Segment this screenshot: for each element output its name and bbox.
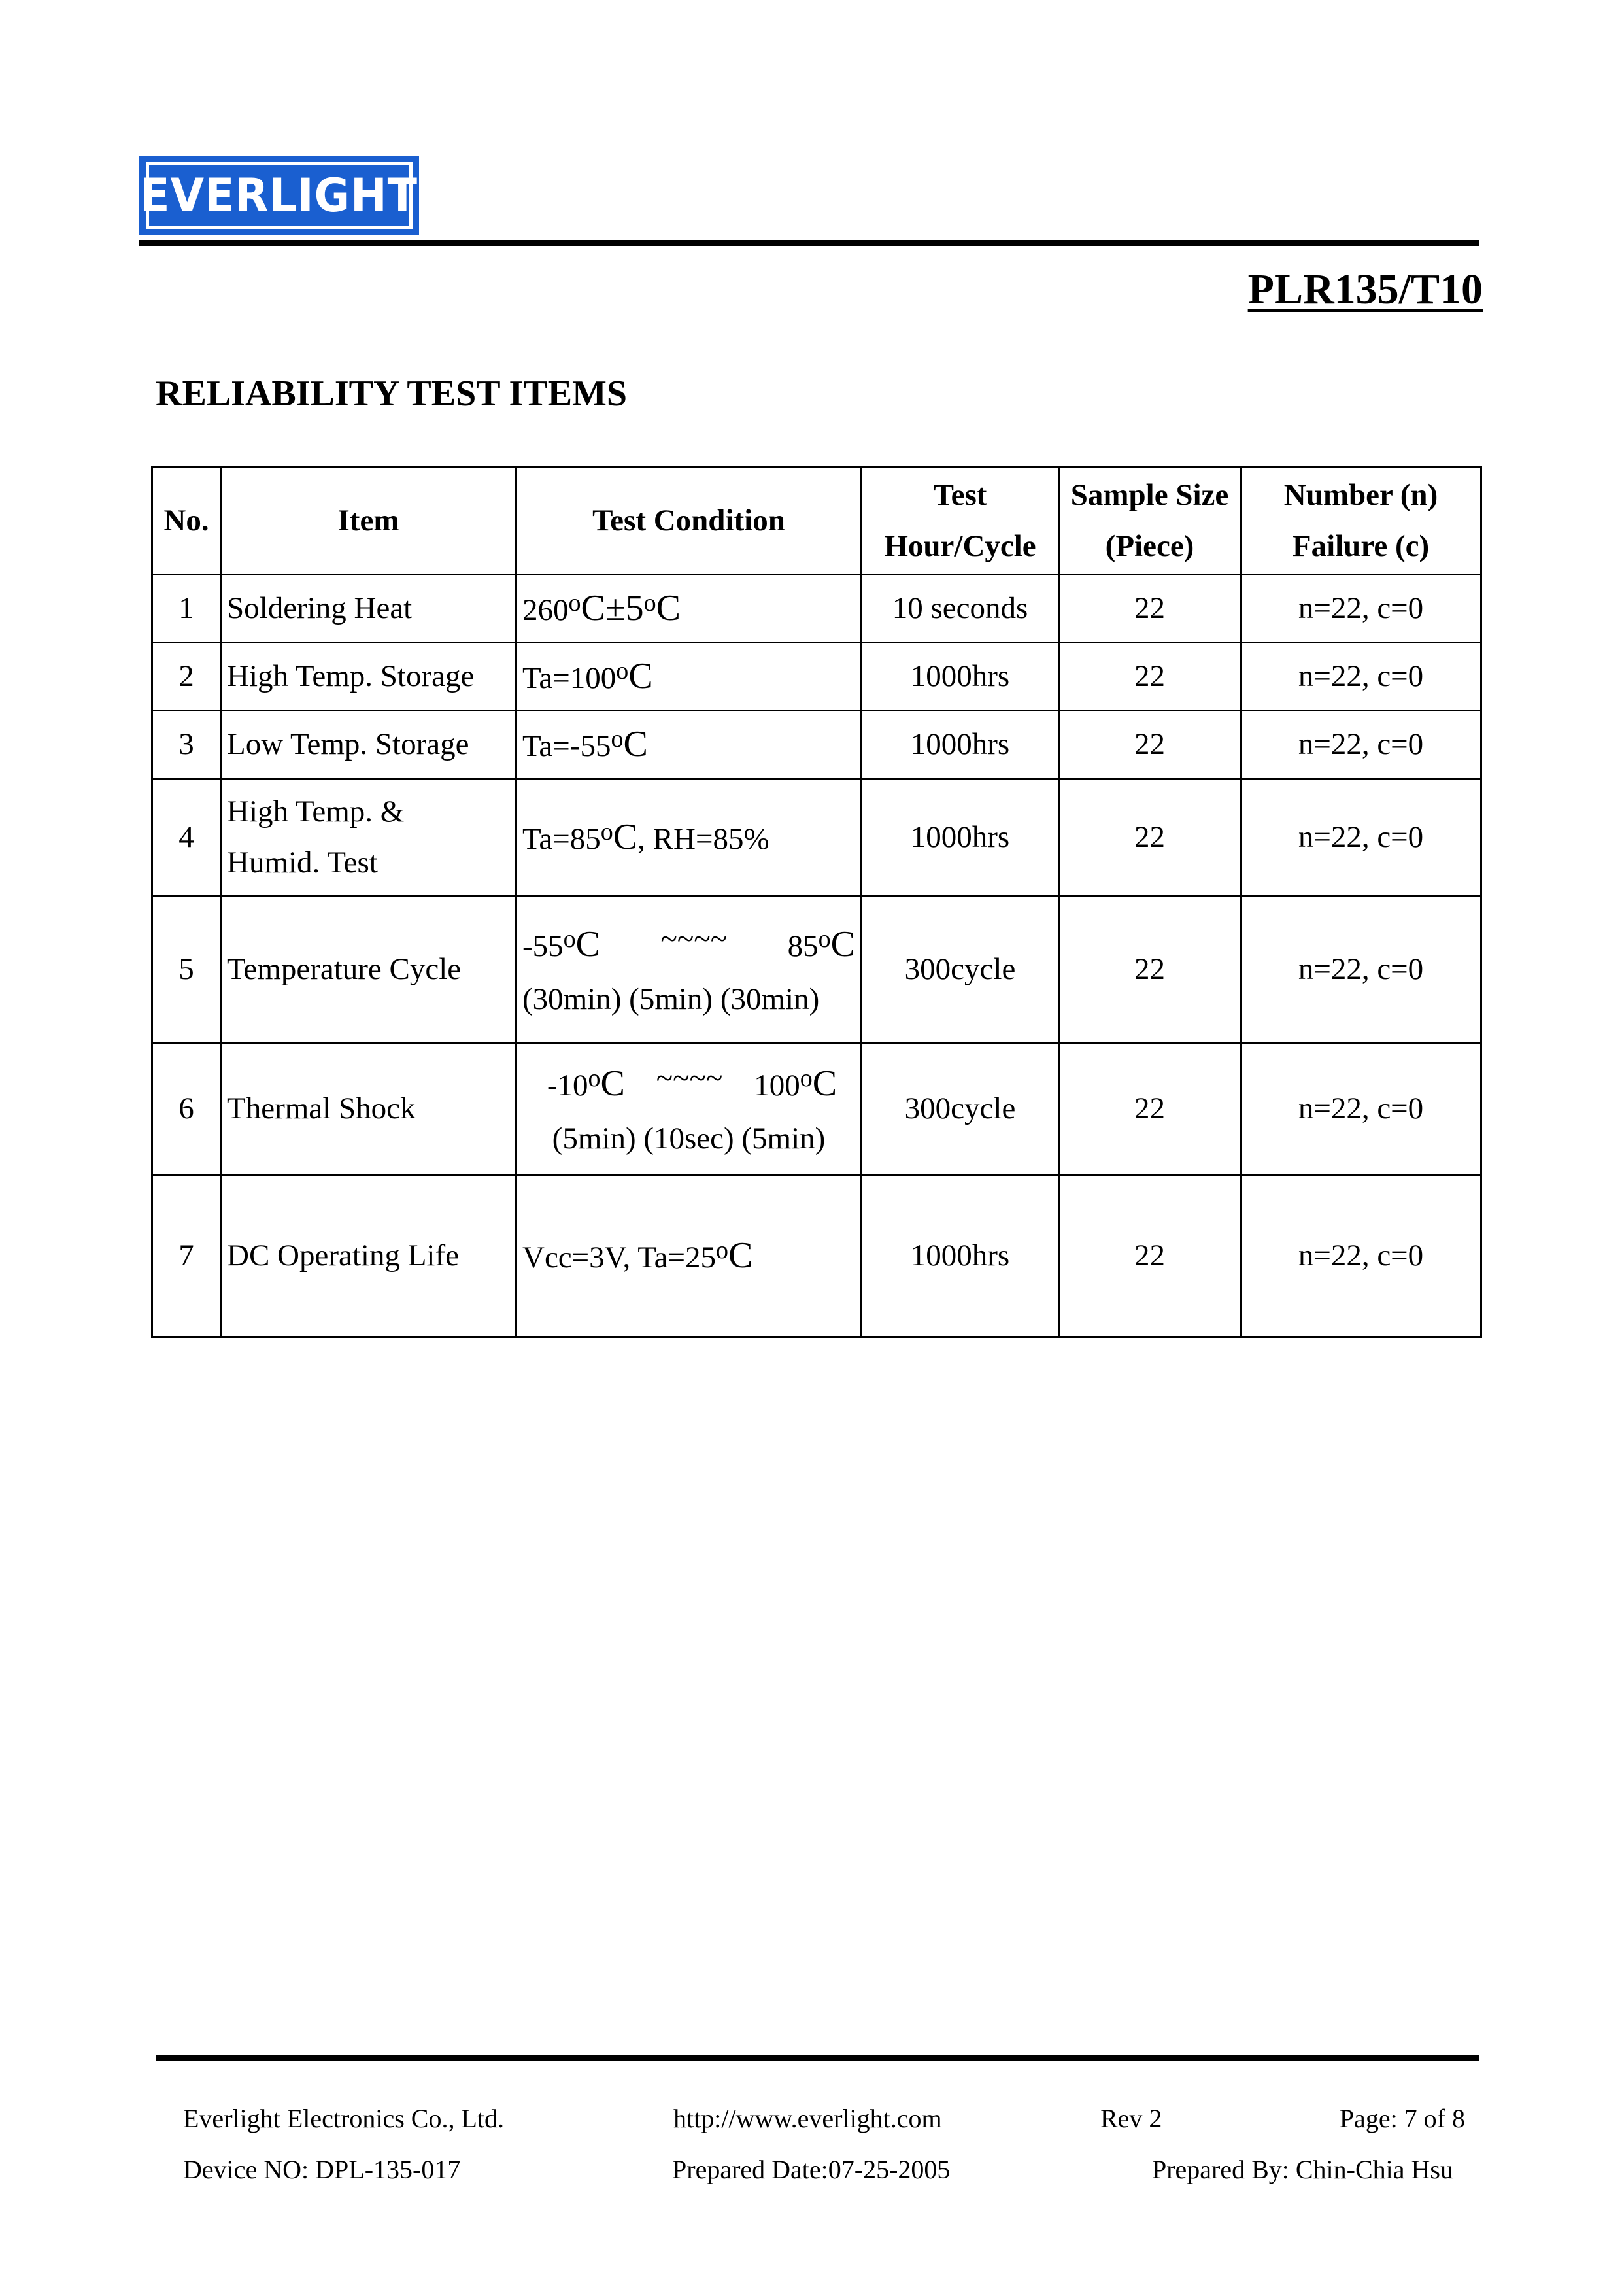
cond-high xyxy=(788,914,855,974)
cell-failure: n=22, c=0 xyxy=(1241,575,1481,643)
celsius-mark: C xyxy=(623,724,648,765)
header-sample-line1: Sample Size xyxy=(1070,477,1229,512)
degree-mark: o xyxy=(716,1237,728,1265)
cell-item: Low Temp. Storage xyxy=(221,711,516,779)
cell-item-line1: High Temp. & xyxy=(227,794,405,829)
cell-no: 2 xyxy=(152,643,221,711)
cell-failure: n=22, c=0 xyxy=(1241,1043,1481,1175)
cond-value: Ta=85 xyxy=(522,822,601,857)
cond-range-line xyxy=(522,914,855,974)
degree-mark: o xyxy=(616,657,629,685)
header-failure-line1: Number (n) xyxy=(1283,477,1438,512)
logo-frame xyxy=(140,162,418,229)
header-hour-line2: Hour/Cycle xyxy=(884,528,1036,563)
footer-prepared-by: Prepared By: Chin-Chia Hsu xyxy=(1151,2155,1453,2184)
footer-device-number: Device NO: DPL-135-017 xyxy=(183,2155,461,2184)
cond-low xyxy=(547,1054,625,1114)
degree-mark: o xyxy=(563,925,576,953)
cond-value: Vcc=3V, Ta=25 xyxy=(522,1241,716,1275)
header-divider xyxy=(139,240,1479,246)
footer-page-number: Page: 7 of 8 xyxy=(1339,2104,1465,2133)
header-condition: Test Condition xyxy=(516,468,862,575)
cell-no: 6 xyxy=(152,1043,221,1175)
celsius-mark: C xyxy=(575,923,601,965)
footer-prepared-date: Prepared Date:07-25-2005 xyxy=(672,2155,951,2184)
header-sample xyxy=(1059,468,1241,575)
reliability-test-table xyxy=(151,466,1482,1338)
table-row xyxy=(152,711,1481,779)
celsius-mark: C xyxy=(656,588,681,629)
degree-mark: o xyxy=(800,1064,813,1092)
cond-low xyxy=(522,914,600,974)
cell-item xyxy=(221,779,516,897)
degree-mark: o xyxy=(643,589,656,617)
table-row xyxy=(152,779,1481,897)
cond-value: -10 xyxy=(547,1068,588,1103)
table-header-row xyxy=(152,468,1481,575)
footer-divider xyxy=(156,2055,1479,2061)
cell-sample: 22 xyxy=(1059,1043,1241,1175)
cell-condition xyxy=(516,575,862,643)
cell-no: 4 xyxy=(152,779,221,897)
degree-mark: o xyxy=(818,925,831,953)
cell-item: DC Operating Life xyxy=(221,1175,516,1337)
cell-sample: 22 xyxy=(1059,897,1241,1043)
cell-no: 3 xyxy=(152,711,221,779)
cell-hour: 300cycle xyxy=(862,1043,1059,1175)
cell-condition xyxy=(516,1043,862,1175)
cell-item: Soldering Heat xyxy=(221,575,516,643)
cell-item: High Temp. Storage xyxy=(221,643,516,711)
degree-mark: o xyxy=(611,725,624,753)
cond-humidity: , RH=85% xyxy=(637,822,769,857)
footer-revision: Rev 2 xyxy=(1100,2104,1162,2133)
celsius-mark: C xyxy=(830,923,855,965)
cell-condition xyxy=(516,897,862,1043)
footer-company: Everlight Electronics Co., Ltd. xyxy=(183,2104,504,2133)
cell-hour: 1000hrs xyxy=(862,643,1059,711)
celsius-mark: C xyxy=(812,1063,837,1104)
cell-hour: 1000hrs xyxy=(862,1175,1059,1337)
table-row xyxy=(152,1043,1481,1175)
table-row xyxy=(152,1175,1481,1337)
degree-mark: o xyxy=(600,818,613,846)
cond-value: 260 xyxy=(522,593,569,628)
cell-item: Thermal Shock xyxy=(221,1043,516,1175)
cond-high xyxy=(754,1054,837,1114)
cell-sample: 22 xyxy=(1059,1175,1241,1337)
header-hour-line1: Test xyxy=(933,477,987,512)
cell-no: 7 xyxy=(152,1175,221,1337)
footer-url[interactable]: http://www.everlight.com xyxy=(673,2104,942,2133)
cell-sample: 22 xyxy=(1059,779,1241,897)
cell-condition xyxy=(516,1175,862,1337)
celsius-mark: C xyxy=(728,1235,753,1277)
cond-tilde: ~~~~ xyxy=(660,921,728,956)
cond-value: 100 xyxy=(754,1068,800,1103)
header-no: No. xyxy=(152,468,221,575)
cell-hour: 1000hrs xyxy=(862,711,1059,779)
cond-durations: (5min) (10sec) (5min) xyxy=(552,1121,826,1156)
cell-item: Temperature Cycle xyxy=(221,897,516,1043)
cond-value: 85 xyxy=(787,929,819,963)
celsius-mark: C xyxy=(581,588,605,629)
cell-failure: n=22, c=0 xyxy=(1241,711,1481,779)
celsius-mark: C xyxy=(613,817,638,858)
logo-text: EVERLIGHT xyxy=(140,169,418,222)
header-failure xyxy=(1241,468,1481,575)
cell-failure: n=22, c=0 xyxy=(1241,897,1481,1043)
cell-condition xyxy=(516,643,862,711)
cond-value: -55 xyxy=(522,929,564,963)
table-row xyxy=(152,897,1481,1043)
cell-sample: 22 xyxy=(1059,575,1241,643)
cell-failure: n=22, c=0 xyxy=(1241,1175,1481,1337)
cell-condition xyxy=(516,711,862,779)
cell-sample: 22 xyxy=(1059,643,1241,711)
section-title: RELIABILITY TEST ITEMS xyxy=(156,373,628,414)
cond-range-line xyxy=(522,1054,855,1114)
part-number: PLR135/T10 xyxy=(1247,266,1483,313)
cond-value: Ta=100 xyxy=(522,661,617,696)
header-item: Item xyxy=(221,468,516,575)
cell-failure: n=22, c=0 xyxy=(1241,643,1481,711)
cell-hour: 300cycle xyxy=(862,897,1059,1043)
table-row xyxy=(152,643,1481,711)
cond-value: Ta=-55 xyxy=(522,729,611,764)
cell-hour: 1000hrs xyxy=(862,779,1059,897)
cell-failure: n=22, c=0 xyxy=(1241,779,1481,897)
celsius-mark: C xyxy=(600,1063,625,1104)
cell-condition xyxy=(516,779,862,897)
cond-tilde: ~~~~ xyxy=(656,1061,723,1095)
cell-no: 1 xyxy=(152,575,221,643)
cell-item-line2: Humid. Test xyxy=(227,845,378,880)
everlight-logo xyxy=(139,156,419,235)
cond-durations: (30min) (5min) (30min) xyxy=(522,982,820,1016)
header-failure-line2: Failure (c) xyxy=(1292,528,1430,563)
cell-hour: 10 seconds xyxy=(862,575,1059,643)
table-row xyxy=(152,575,1481,643)
degree-mark: o xyxy=(568,589,581,617)
cell-no: 5 xyxy=(152,897,221,1043)
header-hour xyxy=(862,468,1059,575)
cell-sample: 22 xyxy=(1059,711,1241,779)
celsius-mark: C xyxy=(628,656,653,697)
cond-tolerance: ±5 xyxy=(605,588,644,629)
header-sample-line2: (Piece) xyxy=(1105,528,1194,563)
degree-mark: o xyxy=(588,1064,601,1092)
